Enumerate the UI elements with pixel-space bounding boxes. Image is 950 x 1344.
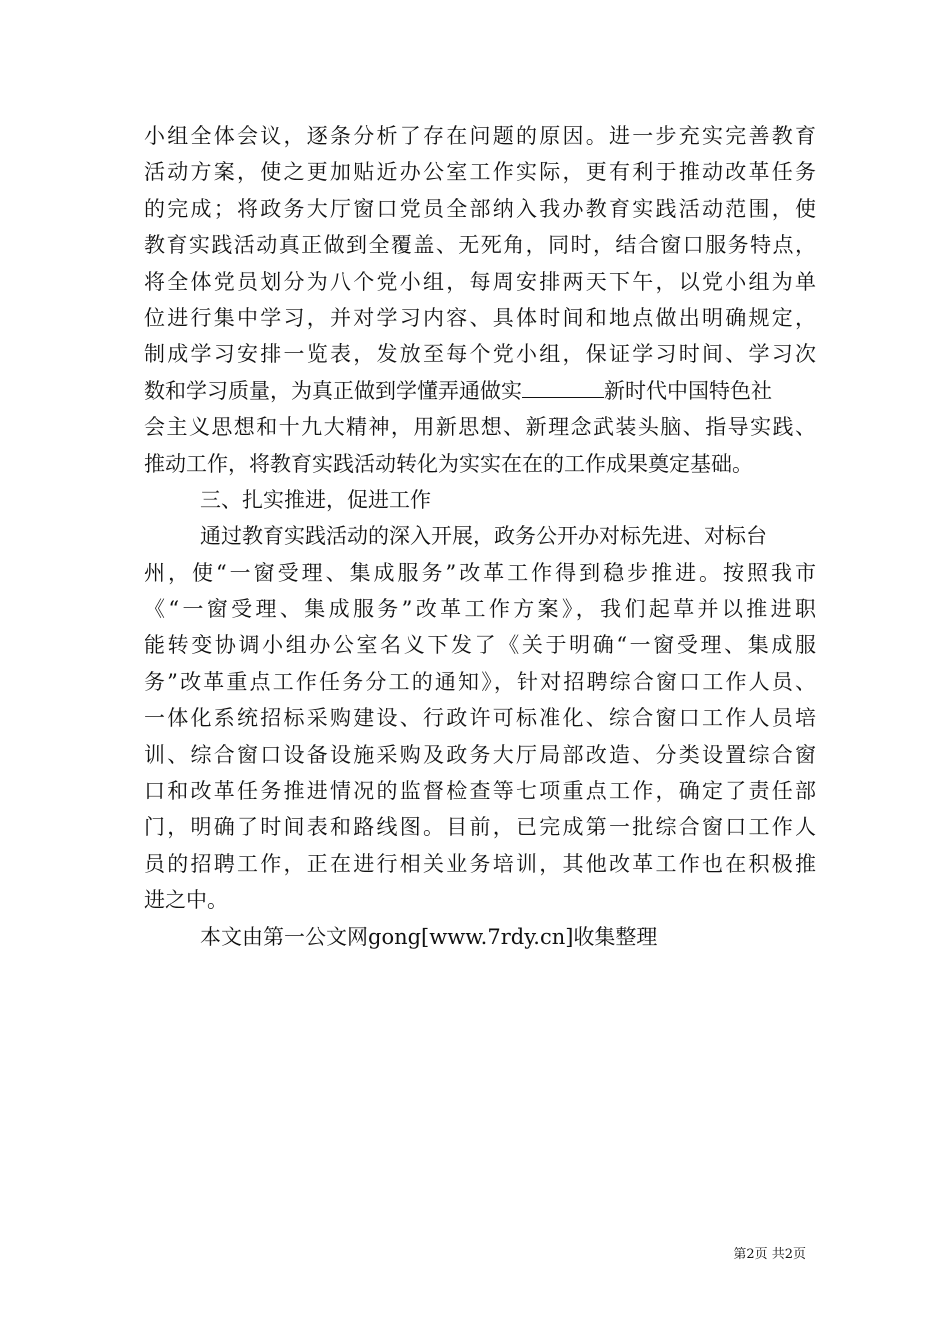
text-segment: 新时代中国特色社 xyxy=(604,378,772,403)
text-line: 口和改革任务推进情况的监督检查等七项重点工作，确定了责任部 xyxy=(144,779,816,804)
text-line: 一体化系统招标采购建设、行政许可标准化、综合窗口工作人员培 xyxy=(144,706,816,731)
text-line: 小组全体会议，逐条分析了存在问题的原因。进一步充实完善教育 xyxy=(144,124,816,148)
text-line: 训、综合窗口设备设施采购及政务大厅局部改造、分类设置综合窗 xyxy=(144,742,816,767)
text-line: 员的招聘工作，正在进行相关业务培训，其他改革工作也在积极推 xyxy=(144,851,816,876)
page-number-footer: 第2页 共2页 xyxy=(733,1247,806,1262)
paragraph-1 xyxy=(144,118,816,482)
text-line: 通过教育实践活动的深入开展，政务公开办对标先进、对标台 xyxy=(200,524,767,549)
text-line: 门，明确了时间表和路线图。目前，已完成第一批综合窗口工作人 xyxy=(144,815,816,840)
text-line: 进之中。 xyxy=(144,888,228,913)
text-line: 将全体党员划分为八个党小组，每周安排两天下午，以党小组为单 xyxy=(144,269,816,294)
text-segment: 数和学习质量，为真正做到学懂弄通做实 xyxy=(144,378,522,403)
document-body xyxy=(144,118,816,955)
text-line: 位进行集中学习，并对学习内容、具体时间和地点做出明确规定， xyxy=(144,305,816,330)
text-line: 制成学习安排一览表，发放至每个党小组，保证学习时间、学习次 xyxy=(144,342,816,367)
source-note: 本文由第一公文网gong[www.7rdy.cn]收集整理 xyxy=(200,924,658,949)
text-line: 州，使“一窗受理、集成服务”改革工作得到稳步推进。按照我市 xyxy=(144,560,816,585)
text-line: 教育实践活动真正做到全覆盖、无死角，同时，结合窗口服务特点， xyxy=(144,233,816,258)
text-line: 能转变协调小组办公室名义下发了《关于明确“一窗受理、集成服 xyxy=(144,633,816,658)
text-line: 推动工作，将教育实践活动转化为实实在在的工作成果奠定基础。 xyxy=(144,451,753,476)
text-line: 的完成；将政务大厅窗口党员全部纳入我办教育实践活动范围，使 xyxy=(144,196,816,221)
text-line: 务”改革重点工作任务分工的通知》，针对招聘综合窗口工作人员、 xyxy=(144,669,816,694)
text-line: 《“一窗受理、集成服务”改革工作方案》，我们起草并以推进职 xyxy=(144,597,816,622)
underline-blank xyxy=(522,379,604,398)
text-line: 活动方案，使之更加贴近办公室工作实际，更有利于推动改革任务 xyxy=(144,160,816,185)
paragraph-2 xyxy=(144,518,816,918)
text-line: 会主义思想和十九大精神，用新思想、新理念武装头脑、指导实践、 xyxy=(144,415,816,440)
section-heading: 三、扎实推进，促进工作 xyxy=(200,487,431,512)
text-line-with-blank xyxy=(144,373,816,409)
